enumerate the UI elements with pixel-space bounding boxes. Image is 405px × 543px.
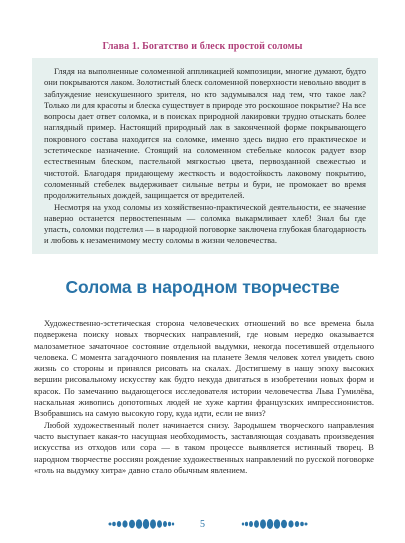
section-body	[34, 318, 374, 476]
chapter-title: Глава 1. Богатство и блеск простой соломы	[102, 41, 303, 52]
intro-box	[32, 58, 378, 254]
body-paragraph-2: Любой художественный полет начинается снизу. Зародышем творческого направления часто выступает какая-то насущная необходимость, заставляющая создавать произведения искусства из отходов или сора — в таком процессе выявляется истинный творец. В народном творчестве россиян рождение художественных направлений по русской поговорке «голь на выдумку хитра» давно стало обычным явлением.	[34, 419, 374, 475]
intro-paragraph-1: Глядя на выполненные соломенной аппликацией композиции, многие думают, будто они покрываются лаком. Золотистый блеск соломенной поверхности невольно вводит в заблуждение неискушенного зрителя, но кто задумывался над тем, что такое лак? Только ли для красоты и блеска существует в природе это роскошное покрытие? На все вопросы дает ответ соломка, и в поисках природной лакировки трудно отыскать более наглядный пример. Настоящий природный лак в законченной форме покрывающего покровного состава находится на соломке, именно здесь видно его практическое и эстетическое назначение. Стоящий на соломенном стебельке колосок радует взор естественным блеском, пастельной мягкостью цвета, первозданной свежестью и чистотой. Благодаря придающему жесткость и водостойкость лаковому покрытию, соломенный стебелек выдерживает сильные ветры и бури, не промокает во время продолжительных дождей, защищается от вредителей.	[44, 66, 366, 201]
page-number: 5	[200, 519, 205, 530]
intro-paragraph-2: Несмотря на уход соломы из хозяйственно-практической деятельности, ее значение наверно останется первостепенным — соломка выкармливает хлеб! Знал бы где упасть, соломки подстелил — в народной поговорке заключена глубокая благодарность и любовь к незаменимому месту соломы в жизни человечества.	[44, 201, 366, 246]
ornament-right-icon	[238, 518, 308, 530]
page-footer	[0, 518, 405, 532]
body-paragraph-1: Художественно-эстетическая сторона человеческих отношений во все времена была подвержена поиску новых творческих направлений, где новым нередко оказывается малозаметное зачаточное состояние отдельной выдумки, некогда посетившей отдельного человека. С момента загадочного появления на планете Земля человек хотел увидеть свою жизнь со стороны и принялся рисовать на скалах. Достигшему в нашу эпоху высоких вершин рисовальному искусству как будто некуда двигаться в изобретении новых форм и красок. По замечанию выдающегося исследователя истории человечества Льва Гумилёва, наскальная живопись допотопных людей не хуже картин французских импрессионистов. Взобравшись на самую высокую гору, куда идти, если не вниз?	[34, 318, 374, 419]
section-heading: Солома в народном творчестве	[65, 277, 340, 297]
